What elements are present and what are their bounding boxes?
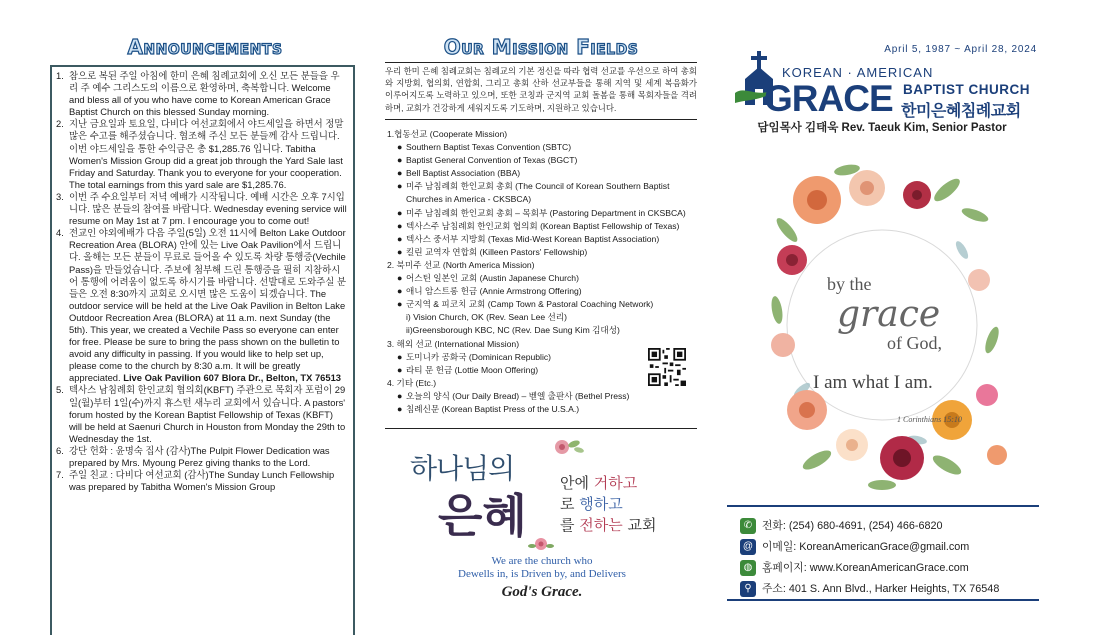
bullet-icon: ● — [397, 155, 403, 166]
divider-top — [385, 62, 697, 63]
mission-item — [387, 285, 687, 298]
bullet-icon: ● — [397, 286, 403, 297]
mission-section-heading: 1.협동선교 (Cooperate Mission) — [387, 129, 508, 139]
bullet-icon: ● — [397, 273, 403, 284]
tagline-en-1: We are the church who — [491, 555, 593, 567]
announcement-item — [56, 227, 347, 384]
logo-korean-name: 한미은혜침례교회 — [901, 103, 1021, 120]
bullet-icon: ● — [397, 181, 403, 192]
announcement-body: 지난 금요일과 토요일, 다비다 여선교회에서 야드세일을 하면서 정말 많은 수고를 해주셨습니다. 협조해 주신 모든 분들께 감사 드립니다. 이번 야드세일을 통한 수익금은 총 $1,285.76 입니다. Tabitha Women's Mission Group did a great job through the Yard Sale last Friday and Saturday. Thank you to everyone for your cooperation. The total earnings from this yard sale are $1,285.76. — [69, 118, 344, 190]
announcement-body: 이번 주 수요일부터 저녁 예배가 시작됩니다. 예배 시간은 오후 7시입니다. 많은 분들의 참여를 바랍니다. Wednesday evening service will resume on May 1st at 7 pm. I encourage you to come out! — [69, 190, 347, 227]
rose-icon — [528, 535, 554, 553]
senior-pastor: 담임목사 김태욱 Rev. Taeuk Kim, Senior Pastor — [757, 122, 1007, 134]
contact-address-row — [740, 578, 1039, 599]
announcement-number: 1. — [56, 70, 64, 81]
announcement-body: 주일 친교 : 다비다 여선교회 (감사)The Sunday Lunch Fellowship was prepared by Tabitha Women's Mission Group — [69, 469, 335, 493]
motto-line1-a: 안에 — [560, 474, 594, 492]
motto-korean-gods: 하나님의 — [410, 452, 515, 485]
bullet-icon: ● — [397, 207, 403, 218]
mission-item-text: 미주 남침례회 한인교회 총회 – 목회부 (Pastoring Department in CKSBCA) — [406, 207, 686, 218]
mission-item — [387, 207, 687, 220]
qr-code-icon — [648, 348, 686, 386]
announcements-box — [50, 65, 355, 635]
announcement-number: 6. — [56, 444, 64, 456]
mission-item-text: 미주 남침례회 한인교회 총회 (The Council of Korean Southern Baptist Churches in America - CKSBCA) — [406, 181, 670, 205]
logo-baptist-church: BAPTIST CHURCH — [903, 82, 1030, 97]
church-motto — [410, 435, 680, 550]
announcement-item — [56, 70, 347, 118]
mission-item — [387, 298, 687, 311]
motto-line2-b: 행하고 — [579, 495, 623, 513]
motto-line3-b: 전하는 — [579, 516, 623, 534]
announcement-text — [69, 227, 347, 384]
mission-item — [387, 246, 687, 259]
verse-by-the: by the — [827, 274, 872, 294]
announcement-item — [56, 469, 347, 493]
divider-intro — [385, 119, 697, 120]
email-icon: @ — [740, 539, 756, 555]
mission-panel — [385, 35, 697, 600]
flower-icon — [550, 435, 586, 459]
motto-line2-a: 로 — [560, 495, 580, 513]
contact-website[interactable]: 홈페이지: www.KoreanAmericanGrace.com — [762, 562, 969, 574]
contact-phone: 전화: (254) 680-4691, (254) 466-6820 — [762, 520, 943, 532]
announcement-number: 7. — [56, 469, 64, 481]
announcement-body: 참으로 복된 주일 아침에 한미 은혜 침례교회에 오신 모든 분들을 우리 주 예수 그리스도의 이름으로 환영하며, 축복합니다. Welcome and bless all of you who have come to Korean American Grace Baptist Church on this blessed Sunday morning. — [69, 70, 340, 118]
announcement-number: 4. — [56, 227, 64, 239]
verse-grace: grace — [837, 294, 941, 335]
contact-email-row[interactable] — [740, 536, 1039, 557]
mission-item-text: 라티 문 헌금 (Lottie Moon Offering) — [406, 364, 539, 375]
phone-icon: ✆ — [740, 518, 756, 534]
mission-item — [387, 141, 687, 154]
announcement-body: 전교인 야외예배가 다음 주일(5일) 오전 11시에 Belton Lake Outdoor Recreation Area (BLORA) 안에 있는 Live Oak Pavilion에서 드립니다. 올해는 모든 분들이 무료로 들어올 수 있도록 차량 통행증(Vechile Pass)을 만들었습니다. 주보에 첨부해 드린 통행증을 필히 지참하시어 통행에 어려움이 없도록 하시기를 바랍니다. 선발대로 도와주실 분들은 오전 8:30까지 교회로 오시면 많은 도움이 되겠습니다. The outdoor service will be held at the Live Oak Pavilion in Belton Lake Outdoor Recreation Area (BLORA) at 11 a.m. next Sunday (the 5th). This year, we created a Vechile Pass so everyone can enter for free. Please be sure to bring the pass shown on the bulletin to avoid any difficulty in passing. If you would like to help set up, please come to the church by 8:30 a.m. It will be greatly appreciated. — [69, 227, 347, 384]
mission-item — [387, 180, 687, 206]
mission-item — [387, 233, 687, 246]
mission-item — [387, 364, 687, 377]
announcement-body: 강단 헌화 : 윤명숙 집사 (감사)The Pulpit Flower Dedication was prepared by Mrs. Myoung Perez giving thanks to the Lord. — [69, 444, 330, 468]
announcement-item — [56, 191, 347, 227]
map-pin-icon: ⚲ — [740, 581, 756, 597]
announcement-item — [56, 118, 347, 191]
bullet-icon: ● — [397, 403, 403, 414]
bullet-icon: ● — [397, 364, 403, 375]
announcement-text — [69, 118, 347, 191]
contact-info — [727, 505, 1039, 601]
mission-section-heading: 2. 북미주 선교 (North America Mission) — [387, 259, 535, 270]
mission-list — [387, 128, 687, 416]
contact-phone-row — [740, 515, 1039, 536]
mission-item — [387, 351, 687, 364]
verse-reference: 1 Corinthians 15:10 — [897, 415, 962, 424]
mission-item-text: 도미니카 공화국 (Dominican Republic) — [406, 351, 552, 362]
mission-item-text: 텍사스주 남침례회 한인교회 협의회 (Korean Baptist Fellowship of Texas) — [406, 220, 680, 231]
motto-korean-grace: 은혜 — [438, 489, 527, 543]
announcement-text — [69, 445, 347, 469]
bullet-icon: ● — [397, 390, 403, 401]
contact-web-row[interactable] — [740, 557, 1039, 578]
mission-item-text: Bell Baptist Association (BBA) — [406, 168, 521, 179]
globe-icon: ◍ — [740, 560, 756, 576]
mission-section-heading: 3. 해외 선교 (International Mission) — [387, 338, 520, 349]
mission-item-text: 오늘의 양식 (Our Daily Bread) – 벧엘 출판사 (Bethel Press) — [406, 390, 630, 401]
mission-title: Our Mission Fields — [443, 35, 639, 59]
mission-subitem: ii)Greensborough KBC, NC (Rev. Dae Sung Kim 김대성) — [406, 325, 620, 336]
mission-item-text: Southern Baptist Texas Convention (SBTC) — [406, 142, 572, 153]
mission-subitem: i) Vision Church, OK (Rev. Sean Lee 선리) — [406, 312, 568, 323]
announcement-item — [56, 445, 347, 469]
announcement-text — [69, 469, 347, 493]
mission-item-text: Baptist General Convention of Texas (BGCT) — [406, 155, 578, 166]
motto-line3-c: 교회 — [622, 516, 657, 534]
tagline-english — [397, 555, 687, 581]
announcement-body: 텍사스 남침례회 한인교회 협의회(KBFT) 주관으로 목회자 포럼이 29일(월)부터 1일(수)까지 휴스턴 새누리 교회에서 있습니다. A pastors' forum hosted by the Korean Baptist Fellowship of Texas (KBFT) will be held at Saenuri Church in Houston from Monday the 29th to Wednesday the 1st. — [69, 384, 346, 444]
announcement-text — [69, 384, 347, 444]
tagline-en-2: Dewells in, is Driven by, and Delivers — [458, 568, 626, 580]
announcement-number: 2. — [56, 118, 64, 130]
mission-item — [387, 220, 687, 233]
announcement-text — [69, 70, 347, 118]
mission-item-text: 군지역 & 피코치 교회 (Camp Town & Pastoral Coaching Network) — [406, 299, 654, 310]
mission-item — [387, 272, 687, 285]
anniversary-dates: April 5, 1987 ~ April 28, 2024 — [884, 44, 1037, 55]
mission-item-text: 침례신문 (Korean Baptist Press of the U.S.A.) — [406, 403, 580, 414]
bullet-icon: ● — [397, 233, 403, 244]
mission-item — [387, 167, 687, 180]
bullet-icon: ● — [397, 351, 403, 362]
mission-item-text: 어스틴 일본인 교회 (Austin Japanese Church) — [406, 273, 579, 284]
announcement-location: Live Oak Pavilion 607 Blora Dr., Belton, TX 76513 — [123, 372, 342, 384]
contact-email[interactable]: 이메일: KoreanAmericanGrace@gmail.com — [762, 541, 970, 553]
motto-line3-a: 를 — [560, 516, 580, 534]
bullet-icon: ● — [397, 246, 403, 257]
announcement-number: 5. — [56, 384, 64, 396]
mission-item-text: 킬린 교역자 연합회 (Killeen Pastors' Fellowship) — [406, 246, 588, 257]
floral-wreath-image — [747, 140, 1017, 510]
announcements-list — [56, 70, 347, 493]
bullet-icon: ● — [397, 168, 403, 179]
bullet-icon: ● — [397, 299, 403, 310]
motto-line1-b: 거하고 — [593, 474, 638, 492]
logo-korean-american: KOREAN · AMERICAN — [782, 65, 934, 80]
tagline-gods-grace: God's Grace. — [501, 584, 583, 600]
motto-lines — [560, 473, 657, 536]
announcement-item — [56, 384, 347, 444]
mission-intro: 우리 한미 은혜 침례교회는 침례교의 기본 정신을 따라 협력 선교를 우선으로 하여 총회와 지방회, 협의회, 연합회, 그리고 총회 산하 선교부들을 통해 지역 및 세계 복음화가 이루어지도록 노력하고 있으며, 또한 코칭과 군지역 교회 돌봄을 통해 목회자들을 격려하며, 교회가 건강하게 세워지도록 기도하며, 지원하고 있습니다. — [385, 66, 697, 113]
mission-item — [387, 403, 687, 416]
bullet-icon: ● — [397, 220, 403, 231]
bullet-icon: ● — [397, 142, 403, 153]
verse-of-god: of God, — [887, 333, 942, 353]
mission-section-heading: 4. 기타 (Etc.) — [387, 377, 437, 388]
announcements-title: Announcements — [127, 35, 283, 59]
announcement-text — [69, 191, 347, 227]
mission-item-text: 애니 암스트롱 헌금 (Annie Armstrong Offering) — [406, 286, 582, 297]
announcements-panel — [50, 35, 360, 493]
logo-grace: GRACE — [764, 78, 893, 119]
verse-i-am: I am what I am. — [813, 372, 933, 393]
cover-panel — [727, 35, 1037, 605]
contact-address: 주소: 401 S. Ann Blvd., Harker Heights, TX 76548 — [762, 583, 1000, 595]
mission-item-text: 텍사스 중서부 지방회 (Texas Mid-West Korean Baptist Association) — [406, 233, 660, 244]
mission-item — [387, 390, 687, 403]
divider-bottom — [385, 428, 697, 429]
announcement-number: 3. — [56, 190, 64, 202]
mission-item — [387, 154, 687, 167]
